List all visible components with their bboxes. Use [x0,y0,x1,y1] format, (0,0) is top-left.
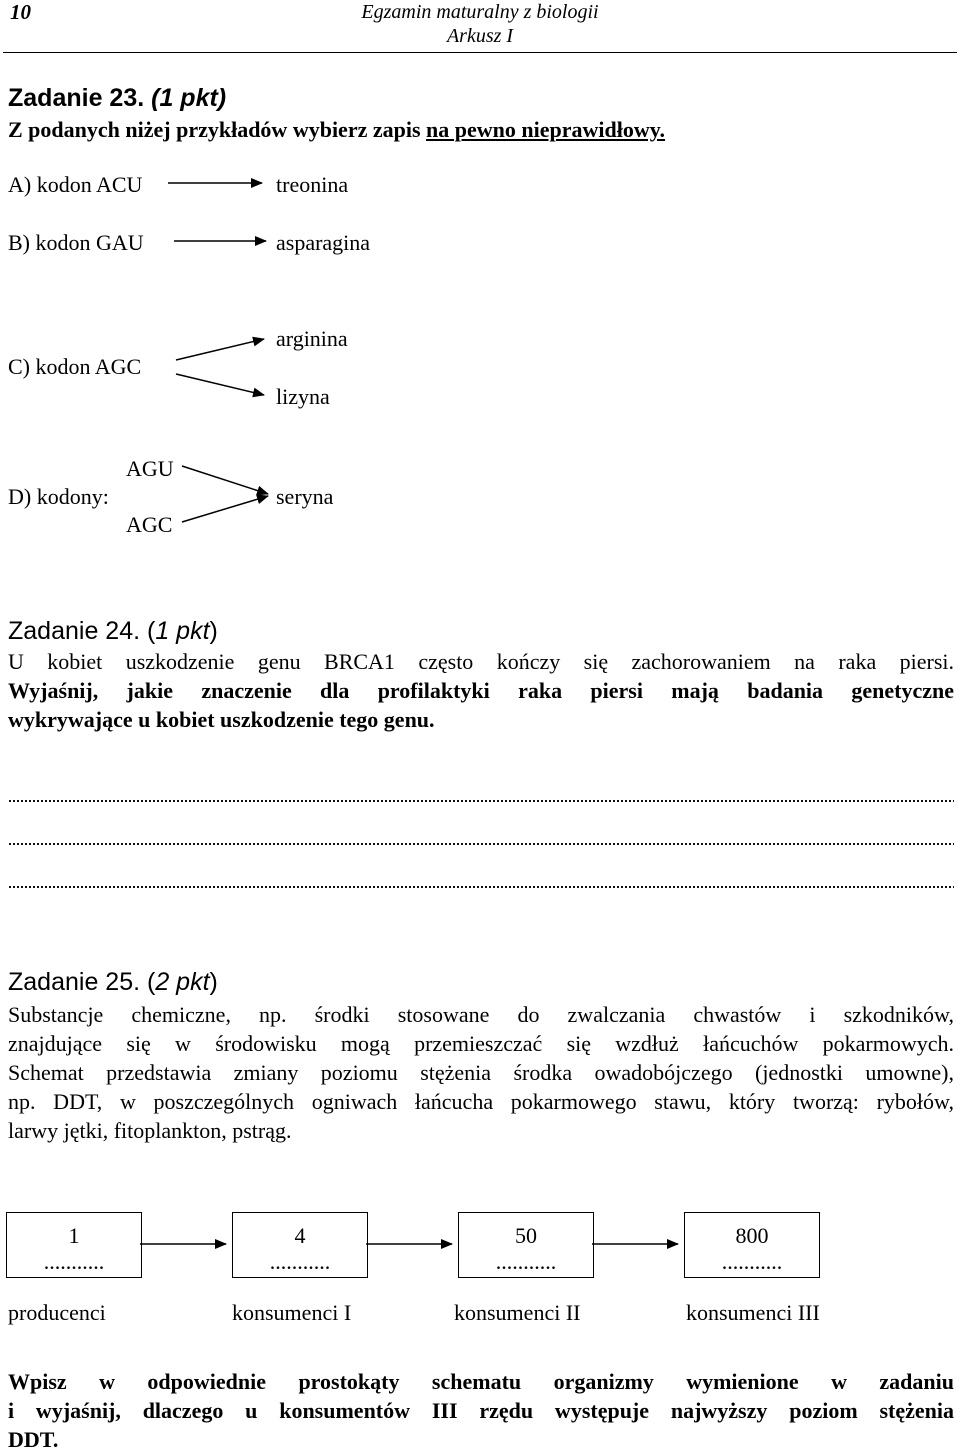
concentration-value: 1 [68,1223,80,1248]
answer-blank[interactable]: ........... [269,1249,331,1274]
answer-line-1[interactable] [8,800,954,802]
task25-question-line-3: DDT. [8,1427,59,1452]
chain-box-consumers-3[interactable] [684,1212,820,1278]
arrow-c2 [176,374,264,395]
answer-blank[interactable]: ........... [721,1249,783,1274]
chain-label-consumers-2: konsumenci II [454,1300,581,1325]
task25-question-line-2: i wyjaśnij, dlaczego u konsumentów III rzędu występuje najwyższy poziom stężenia [8,1398,954,1423]
chain-box-producers[interactable] [6,1212,142,1278]
arrow-d2 [182,496,268,522]
task24-question-line-2: wykrywające u kobiet uszkodzenie tego genu. [8,707,435,732]
task25-text-line-3: Schemat przedstawia zmiany poziomu stężenia środka owadobójczego (jednostki umowne), [8,1060,954,1085]
chain-label-consumers-3: konsumenci III [686,1300,820,1325]
option-c-result-1: arginina [276,326,348,351]
answer-line-2[interactable] [8,843,954,845]
answer-line-3[interactable] [8,886,954,888]
option-b-label: B) kodon GAU [8,230,144,255]
exam-sheet: Arkusz I [446,25,514,47]
arrow-c1 [176,339,264,360]
arrow-d1 [182,466,268,494]
task23-instruction: Z podanych niżej przykładów wybierz zapis na pewno nieprawidłowy. [8,117,666,142]
chain-box-consumers-2[interactable] [458,1212,594,1278]
option-a-result: treonina [276,172,349,197]
task24-text: U kobiet uszkodzenie genu BRCA1 często kończy się zachorowaniem na raka piersi. [8,649,954,674]
task23-heading: Zadanie 23. (1 pkt) [8,84,227,112]
option-d-codon-2: AGC [126,512,173,537]
task25-text-line-2: znajdujące się w środowisku mogą przemieszczać się wzdłuż łańcuchów pokarmowych. [8,1031,954,1056]
concentration-value: 800 [735,1223,769,1248]
task25-text-line-4: np. DDT, w poszczególnych ogniwach łańcucha pokarmowego stawu, który tworzą: rybołów, [8,1089,954,1114]
concentration-value: 50 [515,1223,537,1248]
exam-title: Egzamin maturalny z biologii [361,1,599,23]
concentration-value: 4 [294,1223,306,1248]
chain-box-consumers-1[interactable] [232,1212,368,1278]
task24-heading: Zadanie 24. (1 pkt) [8,617,218,645]
option-d-codon-1: AGU [126,456,174,481]
page-number: 10 [10,0,31,24]
option-c-label: C) kodon AGC [8,354,142,379]
option-d-label: D) kodony: [8,484,109,509]
task25-text-line-1: Substancje chemiczne, np. środki stosowane do zwalczania chwastów i szkodników, [8,1002,954,1027]
task25-heading: Zadanie 25. (2 pkt) [8,968,218,996]
option-d-result: seryna [276,484,334,509]
chain-label-consumers-1: konsumenci I [232,1300,352,1325]
chain-label-producers: producenci [8,1300,106,1325]
option-b-result: asparagina [276,230,371,255]
option-c-result-2: lizyna [276,384,330,409]
answer-blank[interactable]: ........... [495,1249,557,1274]
task24-question-line-1: Wyjaśnij, jakie znaczenie dla profilaktyki raka piersi mają badania genetyczne [8,678,954,703]
task25-text-line-5: larwy jętki, fitoplankton, pstrąg. [8,1118,292,1143]
answer-blank[interactable]: ........... [43,1249,105,1274]
option-a-label: A) kodon ACU [8,172,143,197]
task25-question-line-1: Wpisz w odpowiednie prostokąty schematu organizmy wymienione w zadaniu [8,1369,954,1394]
